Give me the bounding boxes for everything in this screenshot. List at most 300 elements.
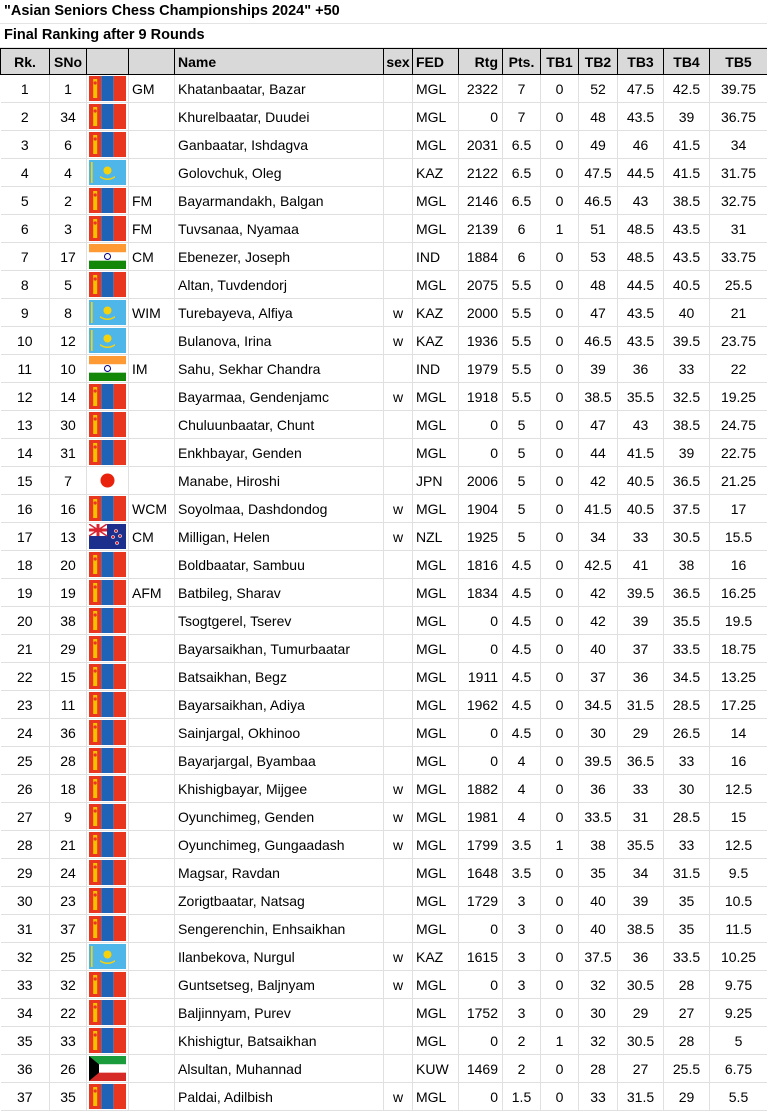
cell-tb3[interactable]: 47.5 [618,75,664,103]
cell-start-number[interactable]: 3 [50,215,87,243]
cell-tb4[interactable]: 28.5 [664,691,710,719]
cell-federation[interactable]: MGL [413,495,459,523]
cell-rank[interactable]: 19 [1,579,50,607]
cell-rating[interactable]: 0 [459,635,503,663]
header-title[interactable] [129,49,175,75]
cell-name[interactable]: Guntsetseg, Baljnyam [175,971,384,999]
cell-rating[interactable]: 1979 [459,355,503,383]
cell-tb4[interactable]: 32.5 [664,383,710,411]
cell-sex[interactable]: w [384,495,413,523]
cell-start-number[interactable]: 36 [50,719,87,747]
cell-name[interactable]: Alsultan, Muhannad [175,1055,384,1083]
cell-name[interactable]: Tuvsanaa, Nyamaa [175,215,384,243]
cell-tb5[interactable]: 33.75 [710,243,767,271]
cell-sex[interactable] [384,215,413,243]
cell-name[interactable]: Bayarsaikhan, Tumurbaatar [175,635,384,663]
cell-rank[interactable]: 30 [1,887,50,915]
cell-points[interactable]: 3.5 [503,859,541,887]
cell-flag[interactable] [87,299,129,327]
cell-rank[interactable]: 17 [1,523,50,551]
cell-tb3[interactable]: 36 [618,943,664,971]
cell-rank[interactable]: 14 [1,439,50,467]
cell-tb3[interactable]: 40.5 [618,467,664,495]
cell-flag[interactable] [87,943,129,971]
cell-tb2[interactable]: 46.5 [579,327,618,355]
cell-start-number[interactable]: 18 [50,775,87,803]
cell-tb4[interactable]: 28 [664,1027,710,1055]
cell-start-number[interactable]: 31 [50,439,87,467]
cell-tb5[interactable]: 16.25 [710,579,767,607]
cell-tb3[interactable]: 40.5 [618,495,664,523]
cell-start-number[interactable]: 19 [50,579,87,607]
cell-tb1[interactable]: 0 [541,691,579,719]
cell-sex[interactable]: w [384,971,413,999]
cell-flag[interactable] [87,887,129,915]
header-rk[interactable]: Rk. [1,49,50,75]
cell-title[interactable] [129,887,175,915]
cell-federation[interactable]: MGL [413,747,459,775]
cell-sex[interactable] [384,411,413,439]
cell-flag[interactable] [87,103,129,131]
cell-title[interactable] [129,999,175,1027]
cell-sex[interactable]: w [384,943,413,971]
cell-federation[interactable]: KAZ [413,159,459,187]
cell-points[interactable]: 4 [503,747,541,775]
cell-points[interactable]: 5 [503,523,541,551]
cell-sex[interactable]: w [384,523,413,551]
cell-tb1[interactable]: 0 [541,1083,579,1111]
cell-tb1[interactable]: 0 [541,271,579,299]
cell-name[interactable]: Khishigtur, Batsaikhan [175,1027,384,1055]
cell-tb5[interactable]: 31.75 [710,159,767,187]
cell-rating[interactable]: 1816 [459,551,503,579]
cell-tb3[interactable]: 31.5 [618,691,664,719]
cell-sex[interactable] [384,439,413,467]
cell-rank[interactable]: 36 [1,1055,50,1083]
cell-tb2[interactable]: 46.5 [579,187,618,215]
cell-rank[interactable]: 25 [1,747,50,775]
cell-rating[interactable]: 0 [459,719,503,747]
cell-rating[interactable]: 1729 [459,887,503,915]
cell-tb4[interactable]: 30.5 [664,523,710,551]
cell-points[interactable]: 3 [503,999,541,1027]
cell-tb4[interactable]: 38.5 [664,187,710,215]
cell-sex[interactable] [384,635,413,663]
cell-title[interactable]: CM [129,523,175,551]
cell-rank[interactable]: 5 [1,187,50,215]
cell-federation[interactable]: MGL [413,971,459,999]
cell-title[interactable]: IM [129,355,175,383]
cell-tb5[interactable]: 32.75 [710,187,767,215]
cell-sex[interactable] [384,691,413,719]
cell-federation[interactable]: KAZ [413,943,459,971]
cell-tb1[interactable]: 0 [541,719,579,747]
header-tb4[interactable]: TB4 [664,49,710,75]
cell-tb4[interactable]: 33 [664,355,710,383]
cell-start-number[interactable]: 4 [50,159,87,187]
cell-tb4[interactable]: 41.5 [664,131,710,159]
cell-tb4[interactable]: 31.5 [664,859,710,887]
cell-sex[interactable] [384,887,413,915]
cell-federation[interactable]: MGL [413,775,459,803]
cell-tb3[interactable]: 46 [618,131,664,159]
cell-points[interactable]: 5 [503,439,541,467]
cell-sex[interactable] [384,719,413,747]
cell-points[interactable]: 4.5 [503,691,541,719]
cell-tb3[interactable]: 39 [618,887,664,915]
cell-name[interactable]: Bayarsaikhan, Adiya [175,691,384,719]
sheet-title[interactable]: "Asian Seniors Chess Championships 2024" +50 [0,0,767,24]
cell-flag[interactable] [87,327,129,355]
cell-tb1[interactable]: 0 [541,803,579,831]
cell-title[interactable] [129,915,175,943]
cell-tb5[interactable]: 9.25 [710,999,767,1027]
cell-federation[interactable]: MGL [413,999,459,1027]
cell-name[interactable]: Ilanbekova, Nurgul [175,943,384,971]
cell-federation[interactable]: MGL [413,635,459,663]
cell-start-number[interactable]: 35 [50,1083,87,1111]
cell-title[interactable]: WIM [129,299,175,327]
cell-tb5[interactable]: 39.75 [710,75,767,103]
cell-start-number[interactable]: 11 [50,691,87,719]
cell-start-number[interactable]: 25 [50,943,87,971]
cell-title[interactable] [129,691,175,719]
cell-tb1[interactable]: 0 [541,187,579,215]
cell-flag[interactable] [87,1027,129,1055]
cell-tb5[interactable]: 18.75 [710,635,767,663]
cell-tb4[interactable]: 26.5 [664,719,710,747]
cell-rank[interactable]: 29 [1,859,50,887]
cell-name[interactable]: Golovchuk, Oleg [175,159,384,187]
cell-title[interactable] [129,1055,175,1083]
cell-sex[interactable]: w [384,775,413,803]
cell-points[interactable]: 5 [503,411,541,439]
cell-tb4[interactable]: 38.5 [664,411,710,439]
cell-start-number[interactable]: 33 [50,1027,87,1055]
cell-tb4[interactable]: 25.5 [664,1055,710,1083]
cell-federation[interactable]: MGL [413,131,459,159]
cell-rating[interactable]: 0 [459,971,503,999]
cell-flag[interactable] [87,439,129,467]
cell-rating[interactable]: 0 [459,915,503,943]
cell-tb1[interactable]: 0 [541,775,579,803]
cell-federation[interactable]: MGL [413,215,459,243]
cell-tb3[interactable]: 35.5 [618,831,664,859]
cell-sex[interactable] [384,355,413,383]
cell-rating[interactable]: 2122 [459,159,503,187]
cell-tb2[interactable]: 34.5 [579,691,618,719]
cell-points[interactable]: 6.5 [503,131,541,159]
cell-tb3[interactable]: 39.5 [618,579,664,607]
cell-tb5[interactable]: 10.25 [710,943,767,971]
cell-sex[interactable] [384,859,413,887]
cell-tb4[interactable]: 38 [664,551,710,579]
cell-flag[interactable] [87,523,129,551]
header-tb2[interactable]: TB2 [579,49,618,75]
cell-rank[interactable]: 3 [1,131,50,159]
cell-federation[interactable]: IND [413,243,459,271]
cell-rating[interactable]: 1962 [459,691,503,719]
cell-federation[interactable]: MGL [413,803,459,831]
cell-tb5[interactable]: 9.75 [710,971,767,999]
cell-rank[interactable]: 21 [1,635,50,663]
cell-points[interactable]: 4.5 [503,551,541,579]
cell-federation[interactable]: MGL [413,887,459,915]
cell-federation[interactable]: MGL [413,103,459,131]
cell-tb4[interactable]: 39 [664,103,710,131]
cell-points[interactable]: 7 [503,103,541,131]
cell-tb4[interactable]: 30 [664,775,710,803]
cell-title[interactable] [129,663,175,691]
cell-rank[interactable]: 24 [1,719,50,747]
cell-points[interactable]: 5.5 [503,327,541,355]
cell-points[interactable]: 5.5 [503,299,541,327]
cell-rank[interactable]: 11 [1,355,50,383]
cell-start-number[interactable]: 28 [50,747,87,775]
cell-start-number[interactable]: 30 [50,411,87,439]
cell-tb3[interactable]: 41.5 [618,439,664,467]
cell-flag[interactable] [87,271,129,299]
cell-points[interactable]: 1.5 [503,1083,541,1111]
cell-sex[interactable] [384,1055,413,1083]
cell-tb3[interactable]: 30.5 [618,1027,664,1055]
cell-tb4[interactable]: 36.5 [664,467,710,495]
cell-federation[interactable]: MGL [413,551,459,579]
header-tb3[interactable]: TB3 [618,49,664,75]
cell-flag[interactable] [87,215,129,243]
cell-points[interactable]: 6 [503,215,541,243]
cell-title[interactable] [129,467,175,495]
cell-start-number[interactable]: 12 [50,327,87,355]
cell-rank[interactable]: 37 [1,1083,50,1111]
cell-points[interactable]: 4.5 [503,607,541,635]
cell-title[interactable]: WCM [129,495,175,523]
cell-tb3[interactable]: 43 [618,411,664,439]
cell-title[interactable] [129,971,175,999]
header-rtg[interactable]: Rtg [459,49,503,75]
cell-points[interactable]: 4.5 [503,719,541,747]
cell-name[interactable]: Chuluunbaatar, Chunt [175,411,384,439]
cell-tb1[interactable]: 0 [541,467,579,495]
cell-tb2[interactable]: 47 [579,411,618,439]
cell-tb5[interactable]: 34 [710,131,767,159]
cell-federation[interactable]: KUW [413,1055,459,1083]
cell-tb1[interactable]: 0 [541,327,579,355]
cell-tb4[interactable]: 35 [664,887,710,915]
cell-tb4[interactable]: 40.5 [664,271,710,299]
cell-sex[interactable] [384,551,413,579]
cell-flag[interactable] [87,663,129,691]
cell-tb3[interactable]: 38.5 [618,915,664,943]
cell-rank[interactable]: 31 [1,915,50,943]
cell-tb1[interactable]: 0 [541,607,579,635]
cell-tb1[interactable]: 1 [541,215,579,243]
cell-tb2[interactable]: 53 [579,243,618,271]
cell-start-number[interactable]: 1 [50,75,87,103]
cell-tb2[interactable]: 40 [579,915,618,943]
cell-tb2[interactable]: 35 [579,859,618,887]
cell-rank[interactable]: 26 [1,775,50,803]
cell-tb2[interactable]: 42 [579,579,618,607]
cell-title[interactable] [129,411,175,439]
cell-federation[interactable]: MGL [413,411,459,439]
cell-flag[interactable] [87,999,129,1027]
cell-rank[interactable]: 8 [1,271,50,299]
cell-tb1[interactable]: 0 [541,523,579,551]
cell-tb2[interactable]: 42 [579,607,618,635]
cell-title[interactable] [129,635,175,663]
cell-tb5[interactable]: 22 [710,355,767,383]
cell-tb4[interactable]: 27 [664,999,710,1027]
cell-tb4[interactable]: 39.5 [664,327,710,355]
cell-tb1[interactable]: 1 [541,1027,579,1055]
cell-federation[interactable]: MGL [413,579,459,607]
cell-title[interactable] [129,1027,175,1055]
cell-flag[interactable] [87,467,129,495]
cell-title[interactable] [129,1083,175,1111]
cell-rank[interactable]: 4 [1,159,50,187]
cell-tb3[interactable]: 48.5 [618,215,664,243]
cell-rating[interactable]: 1911 [459,663,503,691]
cell-name[interactable]: Soyolmaa, Dashdondog [175,495,384,523]
cell-title[interactable] [129,719,175,747]
cell-tb2[interactable]: 30 [579,999,618,1027]
cell-title[interactable]: CM [129,243,175,271]
cell-federation[interactable]: MGL [413,719,459,747]
cell-flag[interactable] [87,383,129,411]
cell-flag[interactable] [87,159,129,187]
cell-tb5[interactable]: 22.75 [710,439,767,467]
cell-points[interactable]: 5.5 [503,271,541,299]
header-sno[interactable]: SNo [50,49,87,75]
cell-tb4[interactable]: 33 [664,747,710,775]
cell-start-number[interactable]: 38 [50,607,87,635]
header-pts[interactable]: Pts. [503,49,541,75]
cell-flag[interactable] [87,719,129,747]
cell-rank[interactable]: 32 [1,943,50,971]
cell-start-number[interactable]: 13 [50,523,87,551]
cell-federation[interactable]: MGL [413,271,459,299]
cell-points[interactable]: 3 [503,971,541,999]
cell-sex[interactable] [384,131,413,159]
cell-tb3[interactable]: 44.5 [618,271,664,299]
cell-tb1[interactable]: 0 [541,411,579,439]
cell-sex[interactable]: w [384,831,413,859]
cell-flag[interactable] [87,579,129,607]
cell-tb2[interactable]: 40 [579,887,618,915]
cell-federation[interactable]: IND [413,355,459,383]
cell-sex[interactable] [384,607,413,635]
cell-rank[interactable]: 28 [1,831,50,859]
cell-points[interactable]: 2 [503,1055,541,1083]
cell-tb1[interactable]: 0 [541,355,579,383]
cell-tb5[interactable]: 16 [710,551,767,579]
cell-start-number[interactable]: 16 [50,495,87,523]
cell-flag[interactable] [87,355,129,383]
cell-tb4[interactable]: 28.5 [664,803,710,831]
cell-rating[interactable]: 2322 [459,75,503,103]
sheet-subtitle[interactable]: Final Ranking after 9 Rounds [0,24,767,48]
cell-tb3[interactable]: 33 [618,523,664,551]
cell-rank[interactable]: 33 [1,971,50,999]
cell-rank[interactable]: 27 [1,803,50,831]
cell-points[interactable]: 3 [503,887,541,915]
cell-start-number[interactable]: 9 [50,803,87,831]
cell-start-number[interactable]: 21 [50,831,87,859]
cell-title[interactable] [129,747,175,775]
cell-name[interactable]: Magsar, Ravdan [175,859,384,887]
cell-flag[interactable] [87,1055,129,1083]
cell-tb2[interactable]: 28 [579,1055,618,1083]
cell-federation[interactable]: MGL [413,859,459,887]
cell-rating[interactable]: 0 [459,411,503,439]
cell-rating[interactable]: 0 [459,439,503,467]
cell-rank[interactable]: 7 [1,243,50,271]
cell-tb1[interactable]: 0 [541,243,579,271]
cell-rank[interactable]: 2 [1,103,50,131]
cell-start-number[interactable]: 2 [50,187,87,215]
cell-tb5[interactable]: 17 [710,495,767,523]
header-flag[interactable] [87,49,129,75]
cell-name[interactable]: Zorigtbaatar, Natsag [175,887,384,915]
cell-federation[interactable]: NZL [413,523,459,551]
cell-federation[interactable]: KAZ [413,327,459,355]
cell-rating[interactable]: 0 [459,103,503,131]
cell-tb2[interactable]: 40 [579,635,618,663]
cell-tb2[interactable]: 37.5 [579,943,618,971]
cell-start-number[interactable]: 34 [50,103,87,131]
cell-federation[interactable]: MGL [413,691,459,719]
cell-federation[interactable]: MGL [413,915,459,943]
cell-tb3[interactable]: 27 [618,1055,664,1083]
cell-title[interactable] [129,383,175,411]
cell-tb2[interactable]: 38 [579,831,618,859]
cell-rank[interactable]: 10 [1,327,50,355]
cell-name[interactable]: Baljinnyam, Purev [175,999,384,1027]
cell-name[interactable]: Oyunchimeg, Gungaadash [175,831,384,859]
cell-title[interactable]: GM [129,75,175,103]
cell-points[interactable]: 5 [503,467,541,495]
cell-tb1[interactable]: 0 [541,439,579,467]
cell-rating[interactable]: 1918 [459,383,503,411]
cell-name[interactable]: Batbileg, Sharav [175,579,384,607]
cell-rating[interactable]: 2139 [459,215,503,243]
cell-federation[interactable]: MGL [413,1083,459,1111]
cell-federation[interactable]: MGL [413,187,459,215]
cell-rating[interactable]: 1834 [459,579,503,607]
cell-rating[interactable]: 1752 [459,999,503,1027]
header-tb5[interactable]: TB5 [710,49,767,75]
cell-tb2[interactable]: 48 [579,103,618,131]
cell-tb5[interactable]: 16 [710,747,767,775]
cell-tb4[interactable]: 36.5 [664,579,710,607]
cell-tb2[interactable]: 33 [579,1083,618,1111]
cell-start-number[interactable]: 20 [50,551,87,579]
cell-title[interactable] [129,775,175,803]
cell-flag[interactable] [87,411,129,439]
cell-tb2[interactable]: 41.5 [579,495,618,523]
cell-federation[interactable]: MGL [413,607,459,635]
cell-tb3[interactable]: 48.5 [618,243,664,271]
cell-tb4[interactable]: 43.5 [664,215,710,243]
cell-tb1[interactable]: 0 [541,159,579,187]
cell-start-number[interactable]: 24 [50,859,87,887]
cell-tb2[interactable]: 32 [579,1027,618,1055]
cell-federation[interactable]: MGL [413,1027,459,1055]
cell-tb4[interactable]: 41.5 [664,159,710,187]
cell-tb5[interactable]: 19.25 [710,383,767,411]
cell-rating[interactable]: 0 [459,1083,503,1111]
